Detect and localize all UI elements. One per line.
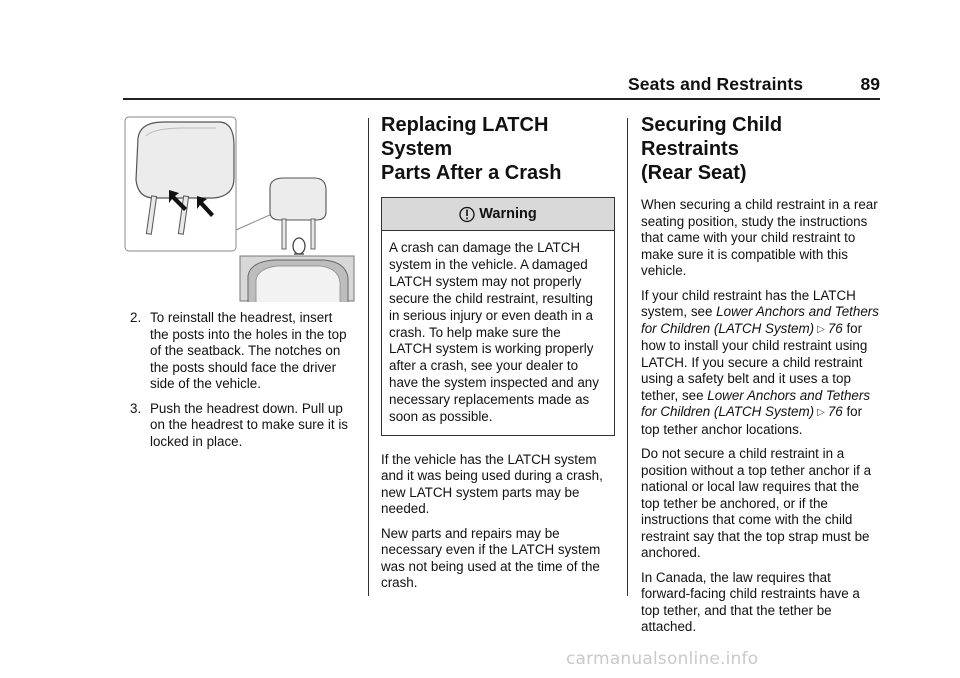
paragraph-text: for how to install your child restraint using LATCH. If you secure a child restraint using a safety belt and it uses a top tether, see [641,320,868,403]
column-divider-right [627,118,628,596]
step-number: 3. [130,400,142,416]
page-number: 89 [860,74,880,94]
warning-header [382,198,614,231]
paragraph: Do not secure a child restraint in a position without a top tether anchor if a national or local law requires that the top tether be anchored, or if the instructions that come with the child restraint say that the top strap must be anchored. [641,446,872,560]
warning-body: A crash can damage the LATCH system in the vehicle. A damaged LATCH system may not properly secure the child restraint, resulting in serious injury or even death in a crash. To help make sure the LATCH system is working properly after a crash, see your dealer to have the system inspected and any necessary replacements made as soon as possible. [389,240,599,425]
paragraph-text: for top tether anchor locations. [641,404,863,437]
watermark: carmanualsonline.info [566,649,759,669]
list-item [130,310,354,393]
heading-line: Replacing LATCH System [381,114,549,160]
step-text: To reinstall the headrest, insert the posts into the holes in the top of the seatback. The notches on the posts should face the driver side of the vehicle. [150,310,347,391]
paragraph-text: If your child restraint has the LATCH system, see [641,287,856,319]
header-rule [123,98,880,100]
step-text: Push the headrest down. Pull up on the headrest to make sure it is locked in place. [150,400,348,449]
warning-box [381,197,615,436]
heading-line: Securing Child Restraints [641,114,783,160]
heading-line: Parts After a Crash [381,162,562,184]
paragraph: New parts and repairs may be necessary even if the LATCH system was not being used at the time of the crash. [381,525,601,591]
middle-column [381,113,615,600]
warning-icon [459,206,475,223]
page-reference[interactable]: 76 [827,320,843,336]
right-column [641,113,880,644]
paragraph: When securing a child restraint in a rear seating position, study the instructions that came with your child restraint to make sure it is compatible with this vehicle. [641,197,878,278]
page-reference[interactable]: 76 [827,404,843,419]
paragraph [641,288,880,439]
headrest-install-illustration [124,116,356,302]
warning-title: Warning [479,205,537,222]
cross-reference-link[interactable]: Lower Anchors and Tethers for Children (LATCH System) [641,387,871,419]
paragraph: In Canada, the law requires that forward-facing child restraints have a top tether, and that the tether be attached. [641,569,860,634]
headrest-figure [124,116,356,302]
section-heading [381,113,615,185]
page-ref-icon: ▷ [817,323,825,335]
list-item [130,401,354,451]
left-column [130,310,354,458]
section-heading [641,113,880,185]
column-divider-left [368,118,369,596]
paragraph: If the vehicle has the LATCH system and it was being used during a crash, new LATCH system parts may be needed. [381,451,603,517]
cross-reference-link[interactable]: Lower Anchors and Tethers for Children (LATCH System) [641,304,879,336]
section-title: Seats and Restraints [628,74,804,94]
heading-line: (Rear Seat) [641,162,747,184]
page-ref-icon: ▷ [817,407,825,418]
step-number: 2. [130,310,142,325]
